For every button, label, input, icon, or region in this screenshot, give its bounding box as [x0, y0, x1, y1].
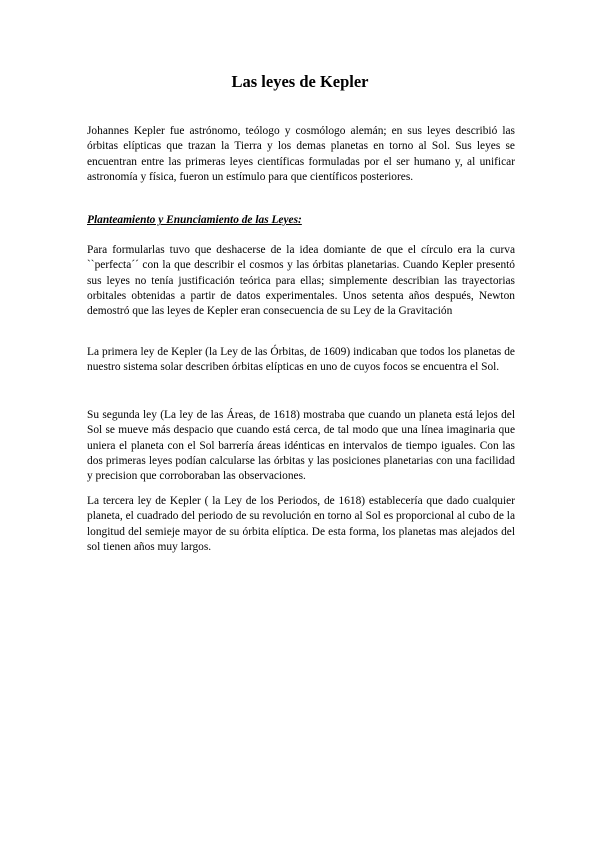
segunda-ley-paragraph: Su segunda ley (La ley de las Áreas, de 1618) mostraba que cuando un planeta está lejos del Sol se mueve más despacio que cuando está cerca, de tal modo que una línea imaginaria que uniera el planeta con el Sol barrería áreas idénticas en intervalos de tiempo iguales. Con las dos primeras leyes podían calcularse las órbitas y las posiciones planetarias con una facilidad y precision que corroboraban las observaciones. [87, 409, 515, 483]
document-title: Las leyes de Kepler [231, 72, 369, 91]
section-heading: Planteamiento y Enunciamiento de las Leyes: [87, 214, 302, 226]
planteamiento-paragraph: Para formularlas tuvo que deshacerse de la idea domiante de que el círculo era la curva ``perfecta´´ con la que describir el cosmos y las órbitas planetarias. Cuando Kepler presentó sus leyes no tenía justificación teórica para ellas; simplemente describian las trayectorias orbitales obtenidas a partir de datos experimentales. Unos setenta años después, Newton demostró que las leyes de Kepler eran consecuencia de su Ley de la Gravitación [87, 244, 515, 318]
intro-paragraph: Johannes Kepler fue astrónomo, teólogo y cosmólogo alemán; en sus leyes describió las órbitas elípticas que trazan la Tierra y los demas planetas en torno al Sol. Sus leyes se encuentran entre las primeras leyes científicas formuladas por el ser humano y, al unificar astronomía y física, fueron un estímulo para que científicos posteriores. [87, 125, 515, 183]
tercera-ley-paragraph: La tercera ley de Kepler ( la Ley de los Periodos, de 1618) establecería que dado cualquier planeta, el cuadrado del periodo de su revolución en torno al Sol es proporcional al cubo de la longitud del semieje mayor de su órbita elíptica. De esta forma, los planetas mas alejados del sol tienen años muy largos. [87, 495, 515, 553]
primera-ley-paragraph: La primera ley de Kepler (la Ley de las Órbitas, de 1609) indicaban que todos los planetas de nuestro sistema solar describen órbitas elípticas en uno de cuyos focos se encuentra el Sol. [87, 346, 515, 374]
